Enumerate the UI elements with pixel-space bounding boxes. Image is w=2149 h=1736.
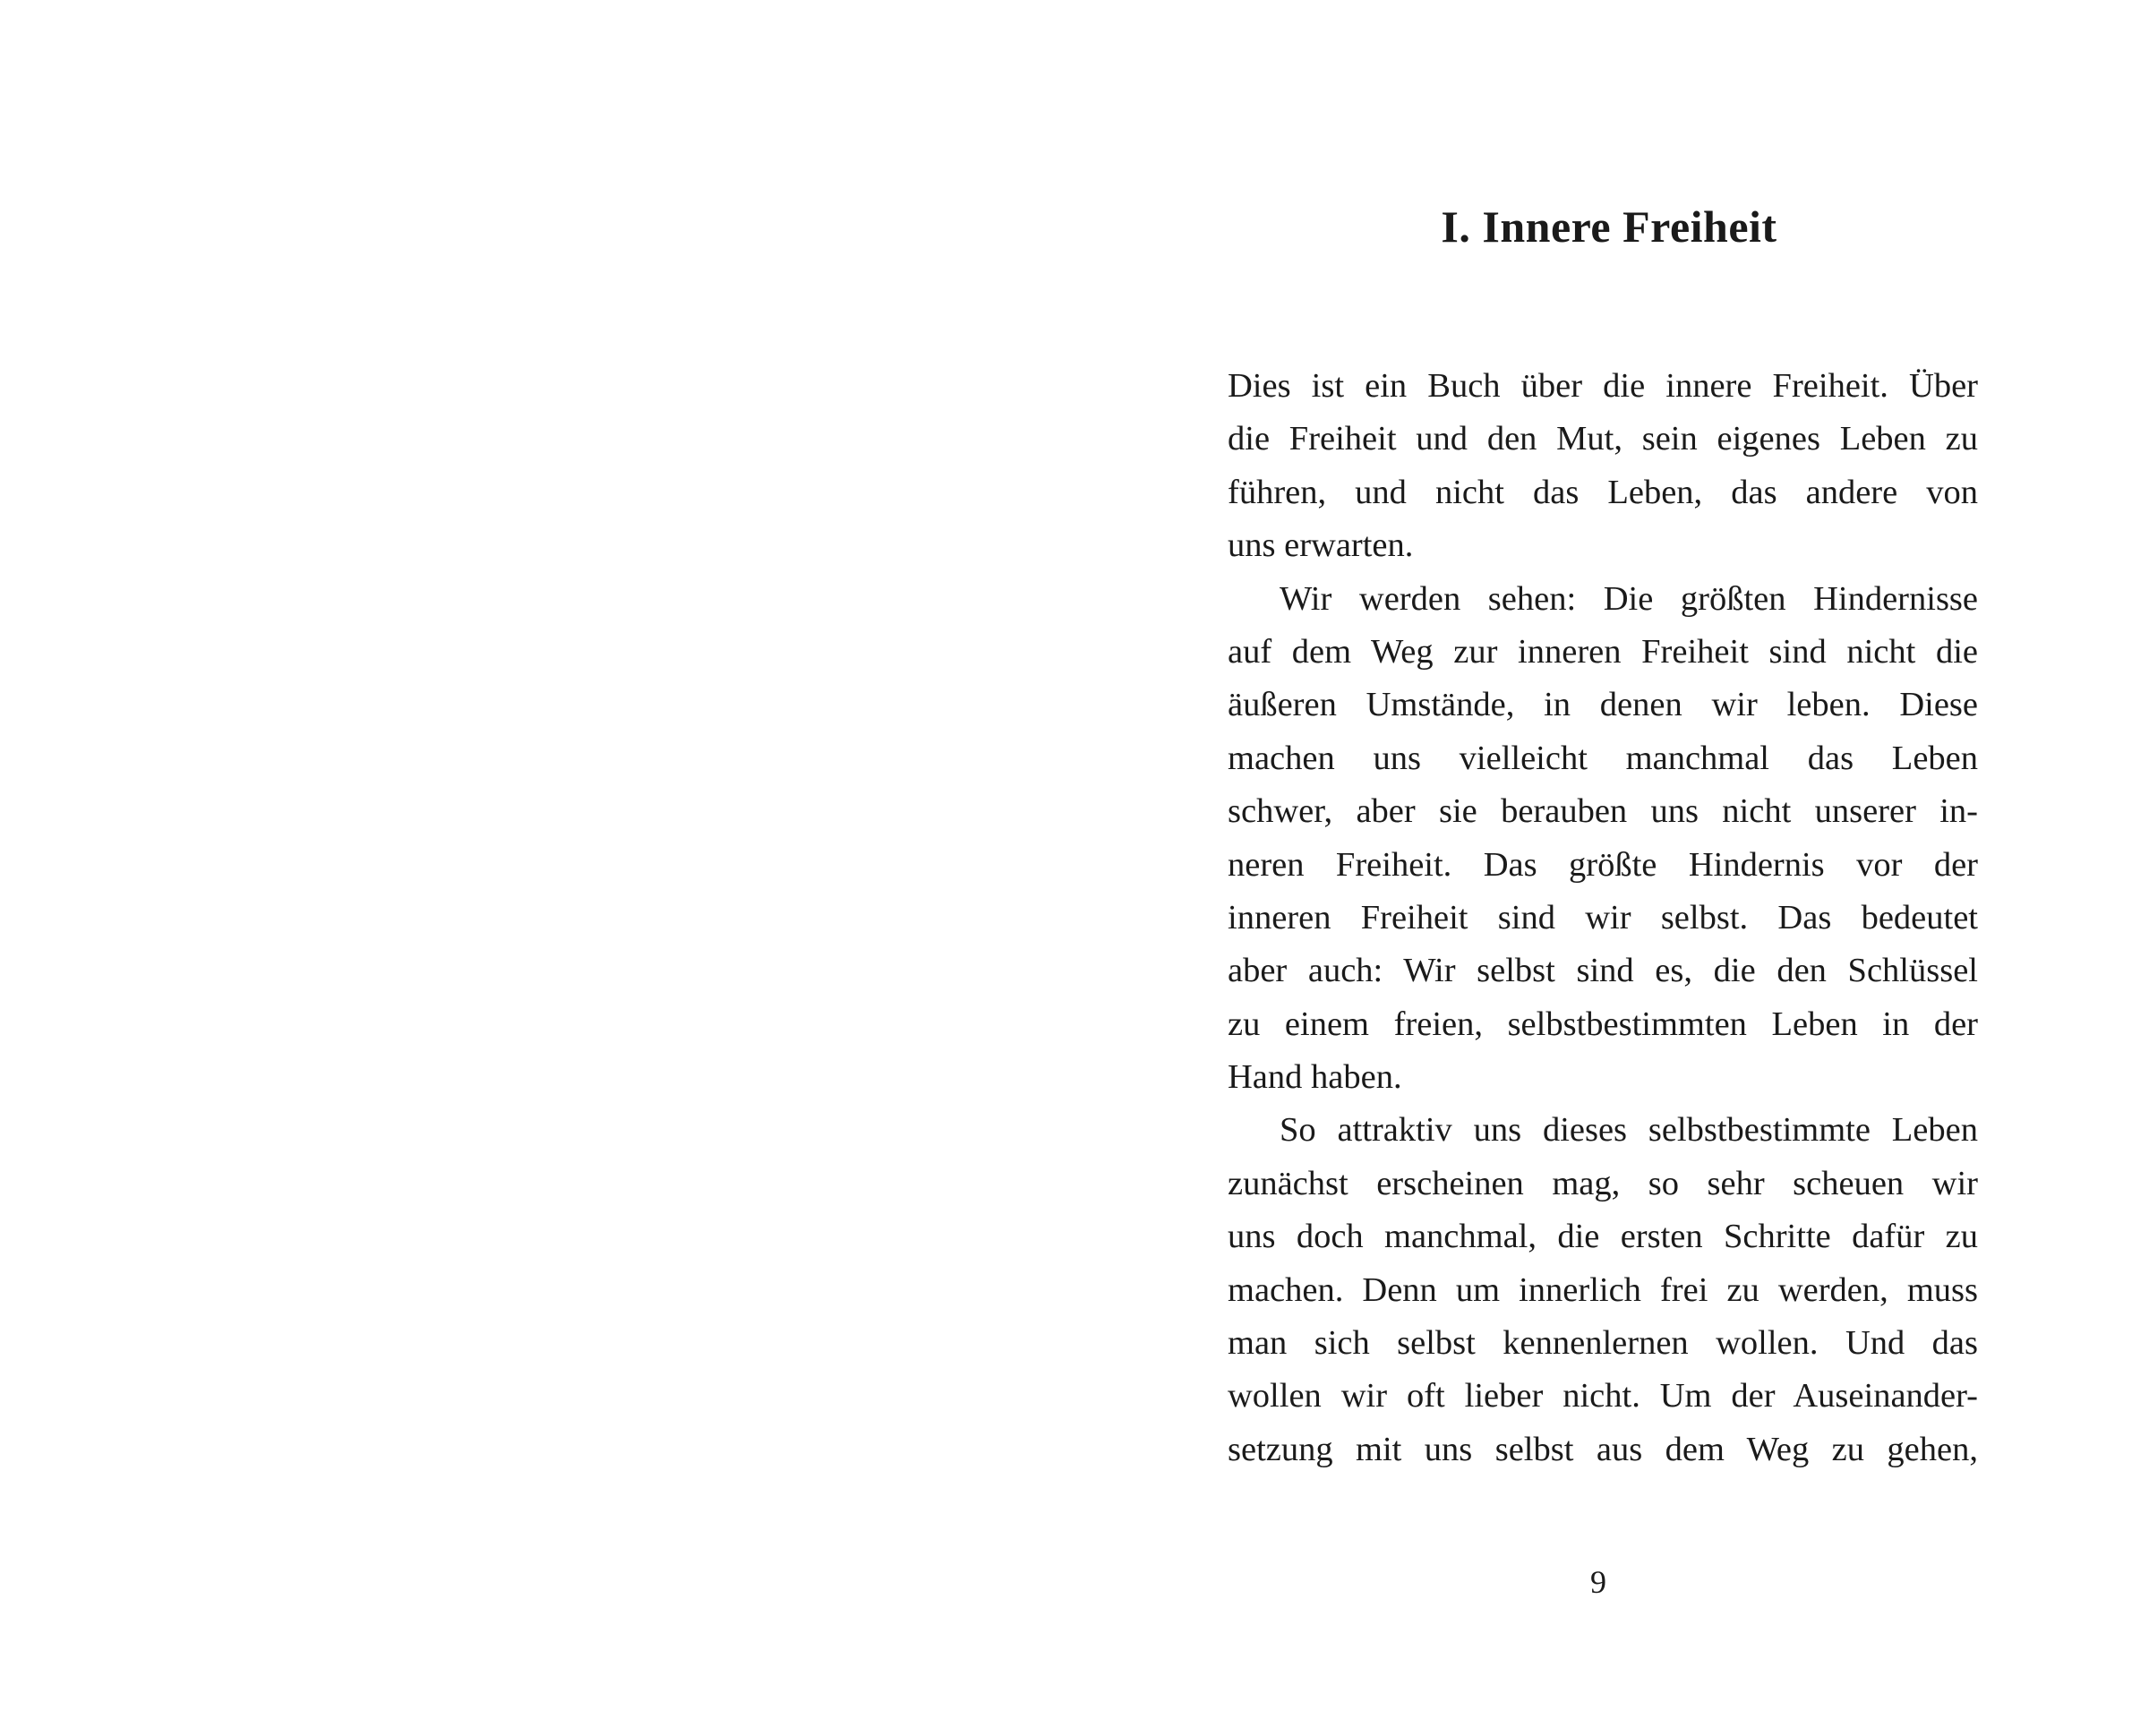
right-page: [1074, 0, 2149, 1736]
text-line: man sich selbst kennenlernen wollen. Und das: [1228, 1324, 1978, 1363]
text-line: aber auch: Wir selbst sind es, die den Schlüssel: [1228, 952, 1978, 990]
text-line: machen uns vielleicht manchmal das Leben: [1228, 739, 1978, 777]
text-line: neren Freiheit. Das größte Hindernis vor der: [1228, 845, 1978, 884]
text-line: zunächst erscheinen mag, so sehr scheuen wir: [1228, 1164, 1978, 1202]
text-line: Hand haben.: [1228, 1058, 1402, 1097]
paragraph-3: [1228, 1104, 1978, 1476]
text-line: die Freiheit und den Mut, sein eigenes Leben zu: [1228, 420, 1978, 458]
text-line: äußeren Umstände, in denen wir leben. Diese: [1228, 686, 1978, 724]
text-line: uns doch manchmal, die ersten Schritte dafür zu: [1228, 1218, 1978, 1256]
left-page-blank: [0, 0, 1074, 1736]
text-line: Dies ist ein Buch über die innere Freiheit. Über: [1228, 367, 1978, 405]
text-line: führen, und nicht das Leben, das andere von: [1228, 473, 1978, 511]
text-line: So attraktiv uns dieses selbstbestimmte Leben: [1280, 1111, 1978, 1150]
body-text: [1228, 360, 1978, 1476]
text-line: Wir werden sehen: Die größten Hindernisse: [1280, 579, 1978, 618]
text-line: machen. Denn um innerlich frei zu werden, muss: [1228, 1270, 1978, 1309]
paragraph-1: [1228, 360, 1978, 573]
page-number: 9: [1590, 1564, 1606, 1600]
text-line: zu einem freien, selbstbestimmten Leben in der: [1228, 1005, 1978, 1043]
text-line: inneren Freiheit sind wir selbst. Das bedeutet: [1228, 898, 1978, 936]
text-line: wollen wir oft lieber nicht. Um der Auseinander-: [1228, 1377, 1978, 1415]
text-line: uns erwarten.: [1228, 526, 1414, 565]
text-line: schwer, aber sie berauben uns nicht unserer in-: [1228, 792, 1978, 831]
text-line: setzung mit uns selbst aus dem Weg zu gehen,: [1228, 1430, 1978, 1468]
chapter-title: I. Innere Freiheit: [1441, 201, 1777, 252]
paragraph-2: [1228, 573, 1978, 1105]
text-line: auf dem Weg zur inneren Freiheit sind nicht die: [1228, 632, 1978, 671]
